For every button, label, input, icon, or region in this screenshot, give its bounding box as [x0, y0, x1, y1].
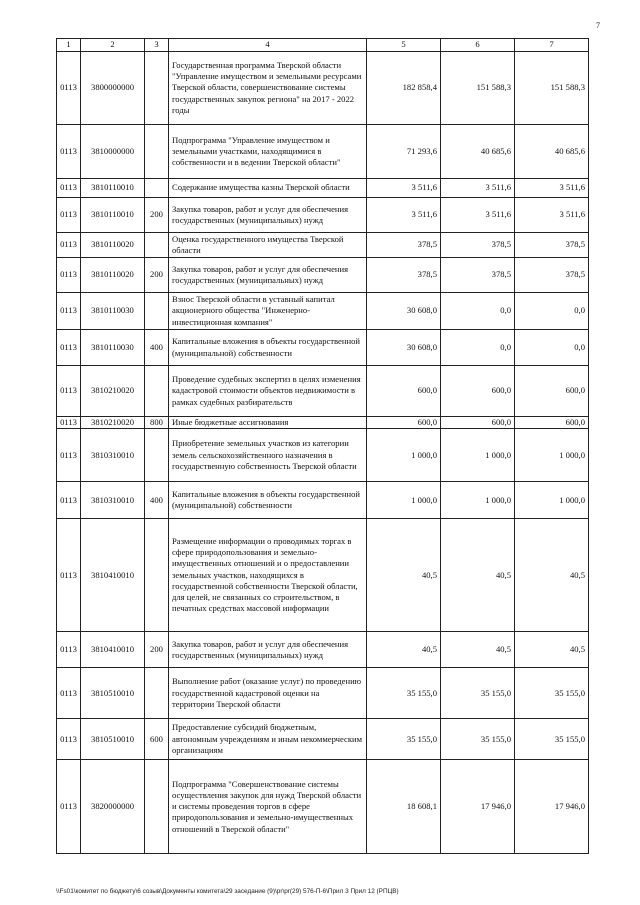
table-row [57, 417, 589, 429]
amount-year-1-cell: 40,5 [367, 632, 441, 668]
amount-year-1-cell: 600,0 [367, 366, 441, 417]
amount-year-2-cell: 378,5 [441, 258, 515, 293]
section-code-cell: 0113 [57, 417, 81, 429]
table-row [57, 330, 589, 366]
description-cell: Приобретение земельных участков из категории земель сельскохозяйственного назначения в государственную собственность Тверской области [169, 429, 367, 482]
amount-year-3-cell: 40,5 [515, 632, 589, 668]
expense-type-cell: 600 [145, 719, 169, 760]
expense-type-cell [145, 519, 169, 632]
description-cell: Выполнение работ (оказание услуг) по проведению государственной кадастровой оценки на территории Тверской области [169, 668, 367, 719]
table-row [57, 366, 589, 417]
amount-year-3-cell: 151 588,3 [515, 52, 589, 125]
target-code-cell: 3810110030 [81, 330, 145, 366]
amount-year-3-cell: 17 946,0 [515, 760, 589, 854]
amount-year-2-cell: 40 685,6 [441, 125, 515, 179]
target-code-cell: 3810410010 [81, 519, 145, 632]
table-row [57, 52, 589, 125]
amount-year-2-cell: 40,5 [441, 632, 515, 668]
section-code-cell: 0113 [57, 632, 81, 668]
description-cell: Размещение информации о проводимых торгах в сфере природопользования и земельно-имущественных отношений и о предоставлении земельных участков, находящихся в государственной собственности Тверской области, для целей, не связанных со строительством, в печатных средствах массовой информации [169, 519, 367, 632]
amount-year-1-cell: 378,5 [367, 233, 441, 258]
amount-year-2-cell: 40,5 [441, 519, 515, 632]
expense-type-cell [145, 293, 169, 330]
amount-year-2-cell: 378,5 [441, 233, 515, 258]
description-cell: Закупка товаров, работ и услуг для обеспечения государственных (муниципальных) нужд [169, 198, 367, 233]
table-row [57, 429, 589, 482]
table-row [57, 258, 589, 293]
target-code-cell: 3810110010 [81, 179, 145, 198]
page-number: 7 [596, 21, 600, 30]
description-cell: Закупка товаров, работ и услуг для обеспечения государственных (муниципальных) нужд [169, 258, 367, 293]
description-cell: Подпрограмма "Совершенствование системы осуществления закупок для нужд Тверской области и системы проведения торгов в сфере природопользования и земельно-имущественных отношений в Тверской области" [169, 760, 367, 854]
table-row [57, 719, 589, 760]
amount-year-3-cell: 378,5 [515, 258, 589, 293]
description-cell: Капитальные вложения в объекты государственной (муниципальной) собственности [169, 330, 367, 366]
section-code-cell: 0113 [57, 429, 81, 482]
expense-type-cell: 800 [145, 417, 169, 429]
expense-type-cell: 400 [145, 330, 169, 366]
description-cell: Капитальные вложения в объекты государственной (муниципальной) собственности [169, 482, 367, 519]
amount-year-3-cell: 1 000,0 [515, 429, 589, 482]
target-code-cell: 3810510010 [81, 668, 145, 719]
amount-year-1-cell: 35 155,0 [367, 668, 441, 719]
expense-type-cell: 400 [145, 482, 169, 519]
target-code-cell: 3810110020 [81, 258, 145, 293]
file-path-footer: \\Fs01\комитет по бюджету\6 созыв\Документы комитета\29 заседание (9)\pr\pr(29) 576-П-6\Прил 3 Прил 12 (РПЦВ) [56, 888, 399, 895]
target-code-cell: 3810110010 [81, 198, 145, 233]
amount-year-1-cell: 30 608,0 [367, 293, 441, 330]
description-cell: Взнос Тверской области в уставный капитал акционерного общества "Инженерно-инвестиционная компания" [169, 293, 367, 330]
expense-type-cell [145, 52, 169, 125]
description-cell: Проведение судебных экспертиз в целях изменения кадастровой стоимости объектов недвижимости в рамках судебных разбирательств [169, 366, 367, 417]
section-code-cell: 0113 [57, 293, 81, 330]
amount-year-1-cell: 40,5 [367, 519, 441, 632]
amount-year-2-cell: 35 155,0 [441, 668, 515, 719]
expense-type-cell: 200 [145, 258, 169, 293]
target-code-cell: 3800000000 [81, 52, 145, 125]
amount-year-2-cell: 151 588,3 [441, 52, 515, 125]
amount-year-3-cell: 600,0 [515, 366, 589, 417]
description-cell: Иные бюджетные ассигнования [169, 417, 367, 429]
amount-year-2-cell: 600,0 [441, 417, 515, 429]
section-code-cell: 0113 [57, 258, 81, 293]
amount-year-1-cell: 600,0 [367, 417, 441, 429]
section-code-cell: 0113 [57, 519, 81, 632]
section-code-cell: 0113 [57, 760, 81, 854]
amount-year-1-cell: 3 511,6 [367, 179, 441, 198]
description-cell: Содержание имущества казны Тверской области [169, 179, 367, 198]
table-body [57, 39, 589, 854]
amount-year-1-cell: 1 000,0 [367, 482, 441, 519]
section-code-cell: 0113 [57, 233, 81, 258]
header-col-6: 6 [441, 39, 515, 52]
section-code-cell: 0113 [57, 482, 81, 519]
amount-year-1-cell: 182 858,4 [367, 52, 441, 125]
section-code-cell: 0113 [57, 719, 81, 760]
description-cell: Закупка товаров, работ и услуг для обеспечения государственных (муниципальных) нужд [169, 632, 367, 668]
target-code-cell: 3810310010 [81, 429, 145, 482]
amount-year-1-cell: 71 293,6 [367, 125, 441, 179]
description-cell: Оценка государственного имущества Тверской области [169, 233, 367, 258]
expense-type-cell [145, 668, 169, 719]
section-code-cell: 0113 [57, 125, 81, 179]
amount-year-2-cell: 17 946,0 [441, 760, 515, 854]
amount-year-2-cell: 3 511,6 [441, 198, 515, 233]
header-col-4: 4 [169, 39, 367, 52]
table-row [57, 198, 589, 233]
amount-year-2-cell: 35 155,0 [441, 719, 515, 760]
amount-year-1-cell: 35 155,0 [367, 719, 441, 760]
amount-year-1-cell: 378,5 [367, 258, 441, 293]
description-cell: Подпрограмма "Управление имуществом и земельными участками, находящимися в собственности и в ведении Тверской области" [169, 125, 367, 179]
amount-year-3-cell: 0,0 [515, 293, 589, 330]
target-code-cell: 3820000000 [81, 760, 145, 854]
table-row [57, 632, 589, 668]
expense-type-cell [145, 233, 169, 258]
table-row [57, 760, 589, 854]
amount-year-2-cell: 1 000,0 [441, 429, 515, 482]
amount-year-2-cell: 0,0 [441, 330, 515, 366]
target-code-cell: 3810110030 [81, 293, 145, 330]
amount-year-3-cell: 35 155,0 [515, 719, 589, 760]
amount-year-1-cell: 18 608,1 [367, 760, 441, 854]
amount-year-2-cell: 1 000,0 [441, 482, 515, 519]
header-col-7: 7 [515, 39, 589, 52]
header-col-1: 1 [57, 39, 81, 52]
expense-type-cell [145, 125, 169, 179]
expense-type-cell: 200 [145, 632, 169, 668]
target-code-cell: 3810110020 [81, 233, 145, 258]
amount-year-2-cell: 3 511,6 [441, 179, 515, 198]
section-code-cell: 0113 [57, 179, 81, 198]
target-code-cell: 3810410010 [81, 632, 145, 668]
amount-year-3-cell: 378,5 [515, 233, 589, 258]
description-cell: Государственная программа Тверской области "Управление имуществом и земельными ресурсами Тверской области, совершенствование системы государственных закупок региона" на 2017 - 2022 годы [169, 52, 367, 125]
section-code-cell: 0113 [57, 52, 81, 125]
expense-type-cell [145, 366, 169, 417]
amount-year-3-cell: 40 685,6 [515, 125, 589, 179]
amount-year-3-cell: 1 000,0 [515, 482, 589, 519]
header-col-2: 2 [81, 39, 145, 52]
table-header-row [57, 39, 589, 52]
table-row [57, 482, 589, 519]
amount-year-2-cell: 0,0 [441, 293, 515, 330]
amount-year-3-cell: 3 511,6 [515, 198, 589, 233]
header-col-3: 3 [145, 39, 169, 52]
table-row [57, 668, 589, 719]
target-code-cell: 3810210020 [81, 366, 145, 417]
amount-year-1-cell: 30 608,0 [367, 330, 441, 366]
target-code-cell: 3810000000 [81, 125, 145, 179]
table-row [57, 125, 589, 179]
amount-year-3-cell: 35 155,0 [515, 668, 589, 719]
section-code-cell: 0113 [57, 668, 81, 719]
expense-type-cell: 200 [145, 198, 169, 233]
section-code-cell: 0113 [57, 366, 81, 417]
budget-table [56, 38, 589, 854]
expense-type-cell [145, 760, 169, 854]
table-row [57, 179, 589, 198]
target-code-cell: 3810210020 [81, 417, 145, 429]
table-row [57, 293, 589, 330]
expense-type-cell [145, 179, 169, 198]
section-code-cell: 0113 [57, 330, 81, 366]
amount-year-1-cell: 3 511,6 [367, 198, 441, 233]
target-code-cell: 3810310010 [81, 482, 145, 519]
table-row [57, 519, 589, 632]
amount-year-3-cell: 600,0 [515, 417, 589, 429]
amount-year-3-cell: 3 511,6 [515, 179, 589, 198]
amount-year-3-cell: 0,0 [515, 330, 589, 366]
amount-year-3-cell: 40,5 [515, 519, 589, 632]
expense-type-cell [145, 429, 169, 482]
section-code-cell: 0113 [57, 198, 81, 233]
description-cell: Предоставление субсидий бюджетным, автономным учреждениям и иным некоммерческим организациям [169, 719, 367, 760]
amount-year-2-cell: 600,0 [441, 366, 515, 417]
header-col-5: 5 [367, 39, 441, 52]
target-code-cell: 3810510010 [81, 719, 145, 760]
table-row [57, 233, 589, 258]
amount-year-1-cell: 1 000,0 [367, 429, 441, 482]
